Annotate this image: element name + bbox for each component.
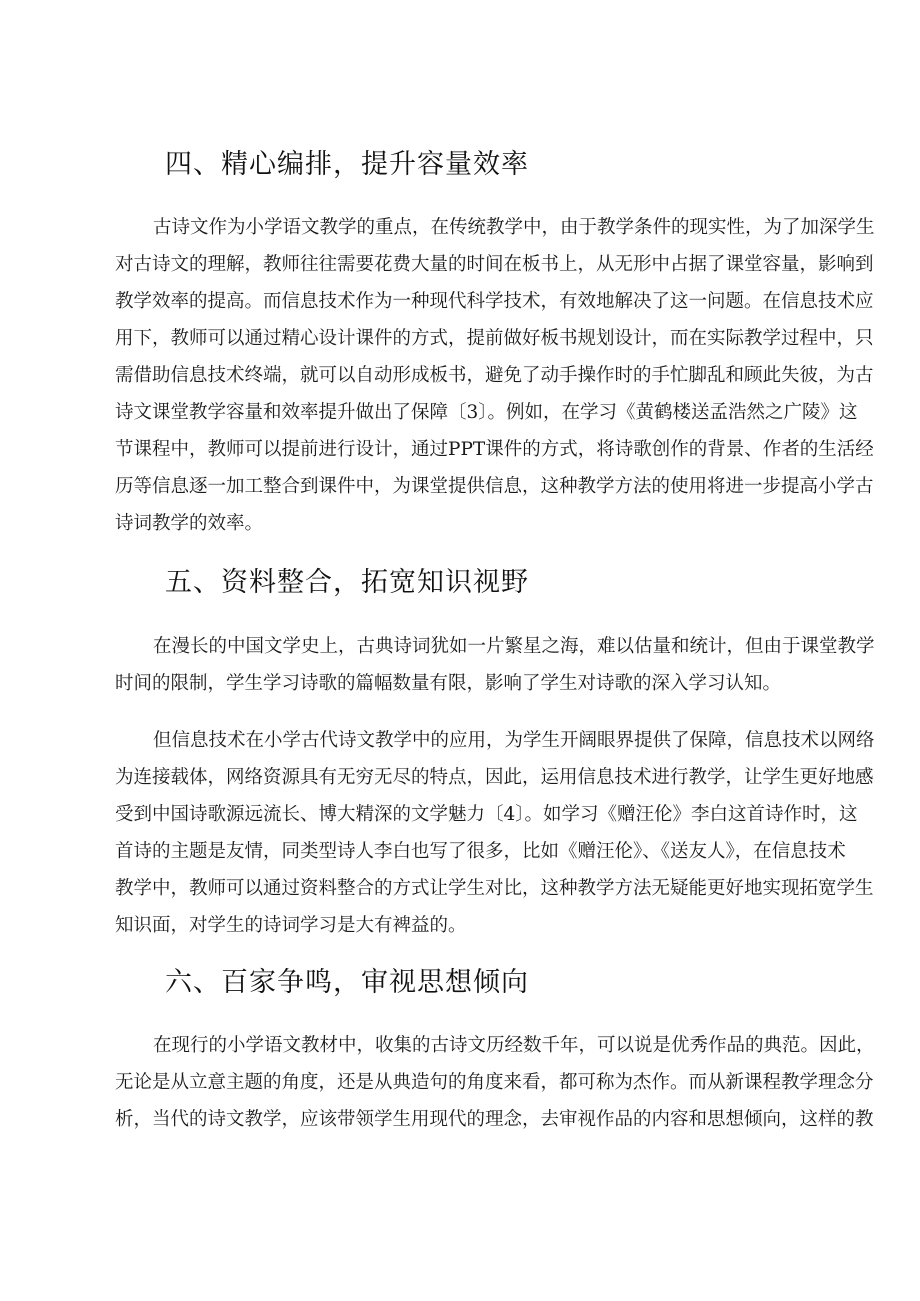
section-heading-5: 五、资料整合，拓宽知识视野	[165, 567, 529, 598]
text-line: 为连接载体，网络资源具有无穷无尽的特点，因此，运用信息技术进行教学，让学生更好地感	[115, 767, 874, 788]
paragraph	[115, 628, 875, 702]
text-line: 时间的限制，学生学习诗歌的篇幅数量有限，影响了学生对诗歌的深入学习认知。	[115, 673, 782, 694]
text-line: 需借助信息技术终端，就可以自动形成板书，避免了动手操作时的手忙脚乱和顾此失彼，为古	[115, 365, 874, 386]
text-line: 在漫长的中国文学史上，古典诗词犹如一片繁星之海，难以估量和统计，但由于课堂教学	[153, 636, 875, 657]
text-line: 在现行的小学语文教材中，收集的古诗文历经数千年，可以说是优秀作品的典范。因此，	[153, 1035, 875, 1056]
text-line: 教学效率的提高。而信息技术作为一种现代科学技术，有效地解决了这一问题。在信息技术应	[115, 291, 874, 312]
section-heading-6: 六、百家争鸣，审视思想倾向	[165, 967, 529, 998]
section-heading-4: 四、精心编排，提升容量效率	[165, 149, 529, 180]
paragraph	[115, 209, 875, 542]
text-line: 知识面，对学生的诗词学习是大有裨益的。	[115, 915, 467, 936]
text-line: 诗词教学的效率。	[115, 513, 264, 534]
text-line: 历等信息逐一加工整合到课件中，为课堂提供信息，这种教学方法的使用将进一步提高小学古	[115, 476, 874, 497]
text-line: 古诗文作为小学语文教学的重点，在传统教学中，由于教学条件的现实性，为了加深学生	[153, 217, 875, 238]
text-line: 用下，教师可以通过精心设计课件的方式，提前做好板书规划设计，而在实际教学过程中，只	[115, 328, 874, 349]
text-line: 节课程中，教师可以提前进行设计，通过PPT课件的方式，将诗歌创作的背景、作者的生活经	[115, 439, 874, 460]
text-line: 教学中，教师可以通过资料整合的方式让学生对比，这种教学方法无疑能更好地实现拓宽学生	[115, 878, 874, 899]
text-line: 首诗的主题是友情，同类型诗人李白也写了很多，比如《赠汪伦》、《送友人》，在信息技术	[115, 841, 846, 862]
text-line: 但信息技术在小学古代诗文教学中的应用，为学生开阔眼界提供了保障，信息技术以网络	[153, 730, 875, 751]
text-line: 受到中国诗歌源远流长、博大精深的文学魅力〔4〕。如学习《赠汪伦》李白这首诗作时，这	[115, 804, 858, 825]
text-line: 对古诗文的理解，教师往往需要花费大量的时间在板书上，从无形中占据了课堂容量，影响到	[115, 254, 874, 275]
paragraph	[115, 722, 875, 944]
paragraph	[115, 1027, 875, 1138]
text-line: 析，当代的诗文教学，应该带领学生用现代的理念，去审视作品的内容和思想倾向，这样的教	[115, 1109, 874, 1130]
text-line: 无论是从立意主题的角度，还是从典造句的角度来看，都可称为杰作。而从新课程教学理念分	[115, 1072, 874, 1093]
text-line: 诗文课堂教学容量和效率提升做出了保障〔3〕。例如，在学习《黄鹤楼送孟浩然之广陵》这	[115, 402, 858, 423]
